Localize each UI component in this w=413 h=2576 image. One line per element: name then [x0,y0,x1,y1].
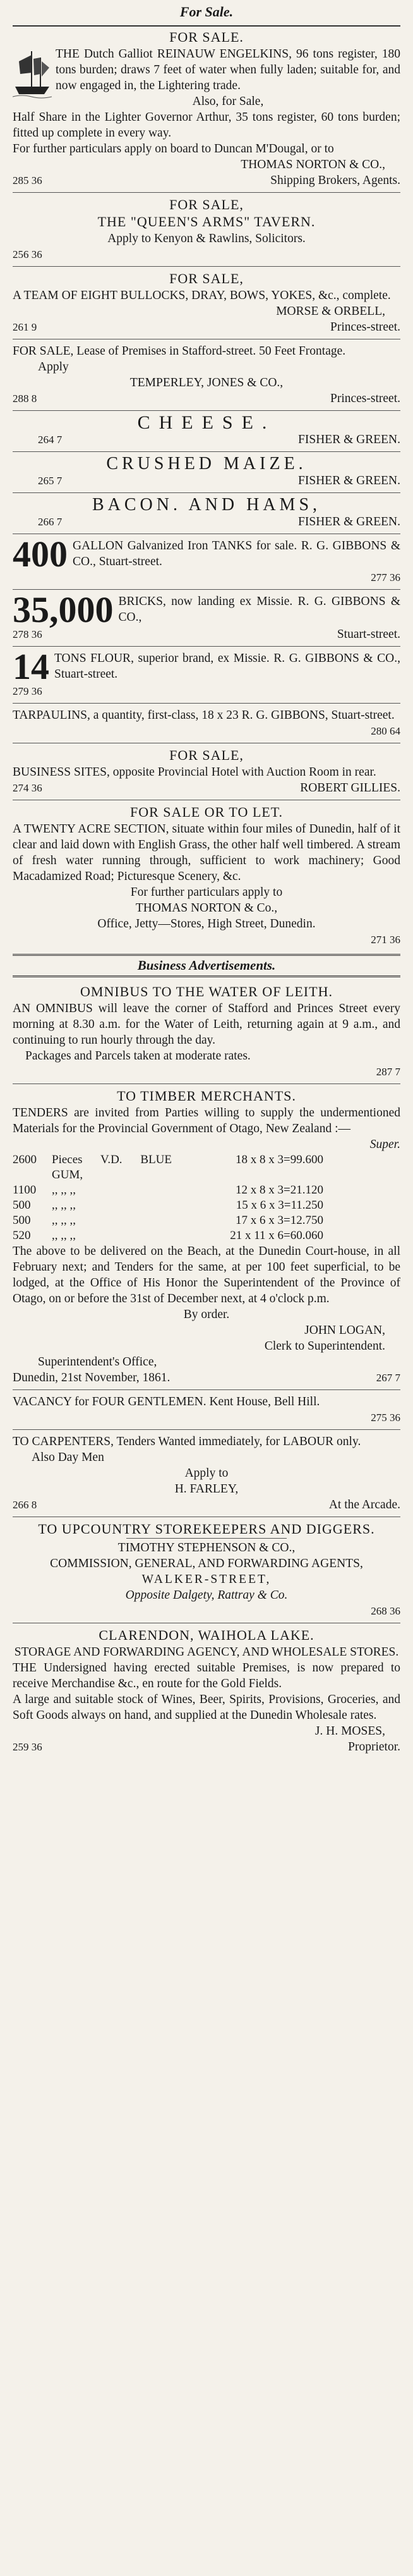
ad-headline: BACON. AND HAMS, [92,495,321,515]
table-row [13,1152,400,1183]
table-cell-desc: ,, ,, ,, [52,1214,76,1227]
ad-signature: FISHER & GREEN. [298,474,400,487]
table-row [13,1228,400,1243]
ad-body: BRICKS, now landing ex Missie. R. G. GIBBONS & CO., [118,595,400,624]
ad-body: AN OMNIBUS will leave the corner of Stafford and Princes Street every morning at 8.30 a.m. for the Water of Leith, returning again at 9 a.m., and continuing to run hourly through the day. [13,1002,400,1047]
ad-line-2: COMMISSION, GENERAL, AND FORWARDING AGENTS, [50,1557,363,1570]
ad-signature-2: At the Arcade. [328,1498,400,1511]
ad-number: 14 [13,646,49,687]
divider [13,25,400,27]
ad-signature: J. H. MOSES, [314,1724,385,1738]
ad-timber-merchants [13,1088,400,1386]
ad-body: THE Undersigned having erected suitable Premises, is now prepared to receive Merchandise &c., en route for the Gold Fields. [13,1661,400,1690]
ad-ref: 268 36 [371,1605,400,1617]
table-cell-qty: 520 [13,1229,31,1242]
ad-ref: 266 8 [13,1499,37,1511]
ad-signature: ROBERT GILLIES. [300,781,400,795]
ad-ref: 277 36 [371,571,400,583]
ad-title: FOR SALE. [169,29,244,45]
ad-super-label: Super. [369,1138,400,1151]
ad-ref: 288 8 [13,393,37,405]
ad-twenty-acre-section [13,804,400,948]
ad-signature: FISHER & GREEN. [298,515,400,528]
divider [13,266,400,267]
table-cell-size: 18 x 8 x 3=99.600 [236,1153,323,1166]
ad-ref: 271 36 [371,934,400,946]
ad-ref: 267 7 [376,1372,400,1384]
ad-ref: 285 36 [13,174,42,186]
table-cell-qty: 2600 [13,1153,37,1166]
divider [13,1429,400,1430]
ad-bacon-hams [13,497,400,530]
ad-signature-2: Office, Jetty—Stores, High Street, Dunedin. [97,917,316,931]
ad-body-2: Also Day Men [32,1451,104,1464]
ad-body: A TWENTY ACRE SECTION, situate within four miles of Dunedin, half of it clear and laid down with English Grass, the other half well timbered. A stream of fresh water running through, sufficient to work machinery; Good Macadamized Road; Picturesque Scenery, &c. [13,822,400,883]
ad-vacancy [13,1394,400,1425]
ad-signature: Stuart-street. [337,628,400,641]
table-cell-size: 21 x 11 x 6=60.060 [230,1229,323,1242]
table-cell-desc: ,, ,, ,, [52,1229,76,1242]
divider [13,492,400,493]
ad-body: GALLON Galvanized Iron TANKS for sale. R. G. GIBBONS & CO., Stuart-street. [73,539,400,568]
ad-body-2: The above to be delivered on the Beach, at the Dunedin Court-house, in all February next; and Tenders for the same, at per 100 feet superficial, to be lodged, at the Office of His Honor the Superintendent of the Province of Otago, on or before the 31st of December next, at 4 o'clock p.m. [13,1245,400,1305]
ad-queens-arms [13,197,400,262]
ad-business-sites [13,747,400,796]
ad-body: THE Dutch Galliot REINAUW ENGELKINS, 96 tons register, 180 tons burden; draws 7 feet of water when fully laden; suitable for, and now engaged in, the Lightering trade. [56,47,400,92]
ad-storekeepers [13,1521,400,1619]
divider [13,646,400,647]
ad-title: FOR SALE, [169,747,244,763]
ad-also: Also, for Sale, [192,95,264,108]
ad-ref: 265 7 [38,475,63,487]
ad-body: Apply to Kenyon & Rawlins, Solicitors. [107,232,306,245]
ad-ref: 259 36 [13,1741,42,1753]
ad-headline: CHEESE. [137,412,276,433]
ad-signature-2: Shipping Brokers, Agents. [270,174,400,187]
ad-body: TO CARPENTERS, Tenders Wanted immediately, for LABOUR only. [13,1435,361,1448]
timber-table [13,1152,400,1243]
ad-title: CLARENDON, WAIHOLA LAKE. [99,1627,314,1643]
ad-ref: 279 36 [13,685,42,697]
ad-signature: MORSE & ORBELL, [276,305,385,318]
ad-body: TENDERS are invited from Parties willing to supply the undermentioned Materials for the Provincial Government of Otago, New Zealand :— [13,1106,400,1135]
table-row [13,1213,400,1228]
ad-signature: TEMPERLEY, JONES & CO., [129,376,284,389]
table-cell-desc: ,, ,, ,, [52,1183,76,1197]
ad-flour [13,646,400,699]
ad-signature: TIMOTHY STEPHENSON & CO., [117,1541,296,1554]
ad-omnibus [13,984,400,1080]
ad-ref: 274 36 [13,782,42,794]
ad-signature-2: Princes-street. [330,320,400,334]
table-cell-desc: Pieces V.D. BLUE GUM, [52,1153,172,1181]
table-cell-qty: 1100 [13,1183,37,1197]
ad-title: OMNIBUS TO THE WATER OF LEITH. [80,984,333,999]
divider [13,410,400,411]
ad-cheese [13,412,400,448]
ad-date: Dunedin, 21st November, 1861. [13,1371,171,1384]
column-header: For Sale. [179,4,234,20]
ad-galliot-for-sale [13,29,400,188]
ad-ref: 256 36 [13,248,42,260]
ad-tarpaulins [13,707,400,739]
ad-iron-tanks [13,534,400,585]
ad-signature: H. FARLEY, [174,1482,239,1496]
ad-ref: 266 7 [38,516,63,528]
divider [13,192,400,193]
table-cell-qty: 500 [13,1199,31,1212]
ad-body-2: Half Share in the Lighter Governor Arthur, 35 tons register, 60 tons burden; fitted up complete in every way. [13,111,400,140]
ad-line-3: WALKER-STREET, [141,1573,272,1586]
ad-signature: JOHN LOGAN, [304,1324,385,1337]
section-header: Business Advertisements. [13,954,400,977]
ad-signature: THOMAS NORTON & CO., [241,158,385,171]
ad-place: Superintendent's Office, [38,1355,157,1369]
table-cell-size: 15 x 6 x 3=11.250 [236,1199,323,1212]
ad-ref: 264 7 [38,434,63,446]
table-cell-size: 17 x 6 x 3=12.750 [236,1214,323,1227]
ad-title: TO TIMBER MERCHANTS. [117,1088,296,1104]
ad-title: FOR SALE OR TO LET. [129,804,284,820]
ad-title: FOR SALE, [169,197,244,212]
ad-by-order: By order. [183,1308,230,1321]
table-row [13,1198,400,1213]
ad-ref: 280 64 [371,725,400,737]
ad-title: FOR SALE, [169,271,244,286]
ad-signature-2: Clerk to Superintendent. [264,1340,385,1353]
ad-signature-2: Proprietor. [348,1740,400,1754]
ad-body: TONS FLOUR, superior brand, ex Missie. R. G. GIBBONS & CO., Stuart-street. [54,652,400,681]
ad-crushed-maize [13,456,400,489]
ad-body-3: For further particulars apply on board to Duncan M'Dougal, or to [13,142,334,156]
ad-number: 400 [13,534,68,575]
ad-bullocks [13,271,400,335]
ship-icon [13,49,52,99]
ad-apply: Apply to [184,1467,229,1480]
ad-body: VACANCY for FOUR GENTLEMEN. Kent House, Bell Hill. [13,1395,320,1408]
ad-body: BUSINESS SITES, opposite Provincial Hotel with Auction Room in rear. [13,766,376,779]
ad-body: A TEAM OF EIGHT BULLOCKS, DRAY, BOWS, YOKES, &c., complete. [13,289,391,302]
ad-ref: 261 9 [13,321,37,333]
ad-body: FOR SALE, Lease of Premises in Stafford-street. 50 Feet Frontage. [13,345,346,358]
table-row [13,1183,400,1198]
ad-signature: THOMAS NORTON & Co., [135,901,278,915]
ad-ref: 275 36 [371,1412,400,1424]
ad-line-4: Opposite Dalgety, Rattray & Co. [125,1589,288,1602]
ad-body-2: For further particulars apply to [130,886,283,899]
ad-ref: 278 36 [13,628,42,640]
ad-apply: Apply [38,360,69,374]
ad-bricks [13,589,400,642]
ad-headline: THE "QUEEN'S ARMS" TAVERN. [97,214,316,229]
divider [13,451,400,452]
ad-title: TO UPCOUNTRY STOREKEEPERS AND DIGGERS. [38,1521,375,1537]
ad-carpenters [13,1434,400,1513]
ad-body-2: Packages and Parcels taken at moderate rates. [25,1049,251,1063]
ad-ref: 287 7 [376,1066,400,1078]
ad-number: 35,000 [13,589,114,630]
ad-signature: FISHER & GREEN. [298,433,400,446]
ad-subtitle: STORAGE AND FORWARDING AGENCY, AND WHOLESALE STORES. [14,1645,399,1659]
ad-body-2: A large and suitable stock of Wines, Beer, Spirits, Provisions, Groceries, and Soft Goods always on hand, and supplied at the Dunedin Wholesale rates. [13,1693,400,1722]
table-cell-size: 12 x 8 x 3=21.120 [236,1183,323,1197]
ad-headline: CRUSHED MAIZE. [106,454,307,473]
ad-body: TARPAULINS, a quantity, first-class, 18 x 23 R. G. GIBBONS, Stuart-street. [13,709,395,722]
ad-clarendon [13,1627,400,1755]
ad-lease-premises [13,343,400,406]
divider [126,1538,287,1539]
divider [13,703,400,704]
ad-signature-2: Princes-street. [330,392,400,405]
divider [13,1389,400,1390]
table-cell-desc: ,, ,, ,, [52,1199,76,1212]
table-cell-qty: 500 [13,1214,31,1227]
